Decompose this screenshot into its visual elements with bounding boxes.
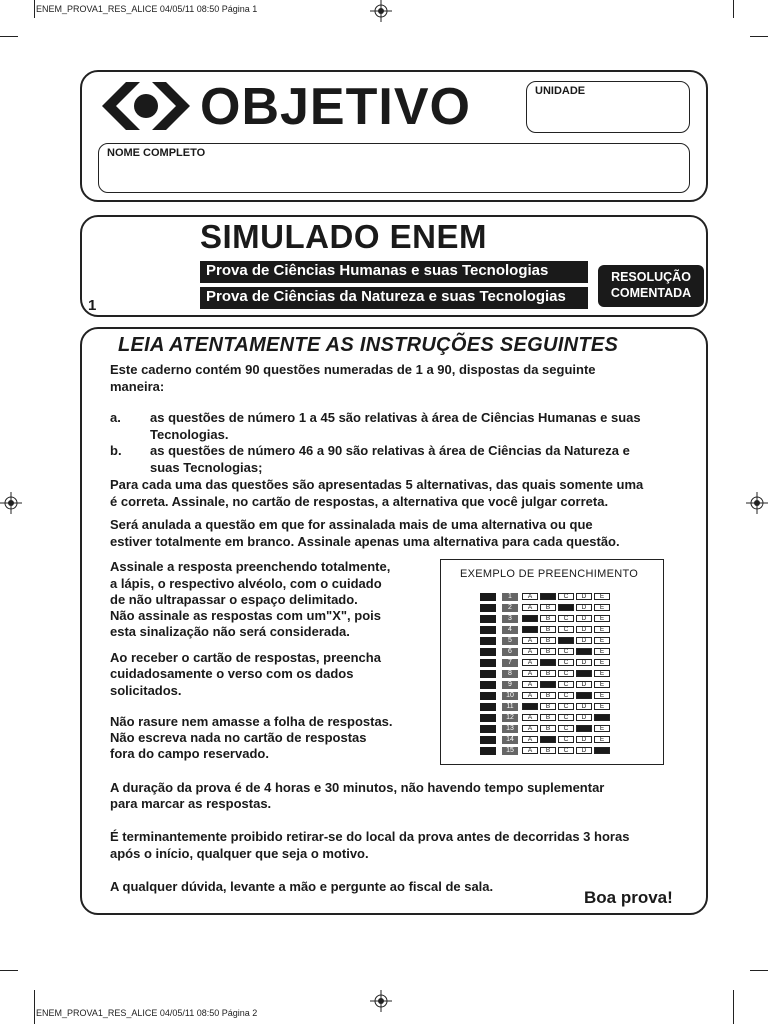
answer-bubble-b: B [540, 747, 556, 754]
answer-bubble-b: B [540, 648, 556, 655]
subject-band-humanas: Prova de Ciências Humanas e suas Tecnologias [200, 261, 588, 283]
question-number: 13 [502, 725, 518, 733]
question-number: 7 [502, 659, 518, 667]
timing-mark [480, 703, 496, 711]
example-answer-grid [480, 593, 630, 759]
objetivo-logo-icon [100, 78, 192, 134]
question-number: 10 [502, 692, 518, 700]
timing-mark [480, 714, 496, 722]
print-slug-top: ENEM_PROVA1_RES_ALICE 04/05/11 08:50 Página 1 [36, 4, 258, 14]
timing-mark [480, 725, 496, 733]
example-row [480, 659, 630, 667]
timing-mark [480, 692, 496, 700]
example-row [480, 593, 630, 601]
example-row [480, 626, 630, 634]
instruction-line: Não escreva nada no cartão de respostas [110, 730, 367, 745]
question-number: 3 [502, 615, 518, 623]
resolucao-comentada-badge [598, 265, 704, 307]
answer-bubble-d: D [576, 736, 592, 743]
timing-mark [480, 747, 496, 755]
example-row [480, 725, 630, 733]
unidade-field[interactable] [526, 81, 690, 133]
crop-mark [34, 990, 35, 1024]
answer-bubble-b [540, 659, 556, 666]
instruction-line: solicitados. [110, 683, 182, 698]
page-number: 1 [88, 297, 97, 314]
question-number: 11 [502, 703, 518, 711]
timing-mark [480, 648, 496, 656]
answer-bubble-e: E [594, 725, 610, 732]
answer-bubble-e: E [594, 670, 610, 677]
exam-title: SIMULADO ENEM [200, 218, 487, 255]
question-number: 4 [502, 626, 518, 634]
subject-band-natureza: Prova de Ciências da Natureza e suas Tecnologias [200, 287, 588, 309]
timing-mark [480, 615, 496, 623]
timing-mark [480, 681, 496, 689]
answer-bubble-c [558, 604, 574, 611]
instruction-line: a lápis, o respectivo alvéolo, com o cuidado [110, 576, 382, 591]
instruction-line: de não ultrapassar o espaço delimitado. [110, 592, 358, 607]
answer-bubble-c: C [558, 747, 574, 754]
answer-bubble-d: D [576, 681, 592, 688]
registration-mark-icon [370, 0, 392, 22]
answer-bubble-e: E [594, 703, 610, 710]
answer-bubble-a: A [522, 637, 538, 644]
answer-bubble-e: E [594, 604, 610, 611]
answer-bubble-c: C [558, 648, 574, 655]
answer-bubble-c: C [558, 626, 574, 633]
answer-bubble-c: C [558, 593, 574, 600]
badge-line-2: COMENTADA [610, 286, 692, 300]
intro-line: Este caderno contém 90 questões numeradas de 1 a 90, dispostas da seguinte [110, 362, 596, 377]
answer-bubble-b [540, 681, 556, 688]
answer-bubble-a: A [522, 681, 538, 688]
answer-bubble-e: E [594, 692, 610, 699]
question-number: 8 [502, 670, 518, 678]
timing-mark [480, 659, 496, 667]
instruction-line: Será anulada a questão em que for assinalada mais de uma alternativa ou que [110, 517, 593, 532]
answer-bubble-b: B [540, 692, 556, 699]
crop-mark [0, 36, 18, 37]
answer-bubble-d: D [576, 604, 592, 611]
answer-bubble-a: A [522, 648, 538, 655]
item-b-text: suas Tecnologias; [150, 460, 263, 475]
answer-bubble-a: A [522, 692, 538, 699]
answer-bubble-c: C [558, 703, 574, 710]
answer-bubble-e: E [594, 736, 610, 743]
answer-bubble-d: D [576, 626, 592, 633]
question-number: 15 [502, 747, 518, 755]
answer-bubble-c: C [558, 692, 574, 699]
unidade-label: UNIDADE [535, 85, 586, 97]
registration-mark-icon [370, 990, 392, 1012]
instructions-heading: LEIA ATENTAMENTE AS INSTRUÇÕES SEGUINTES [118, 334, 619, 356]
answer-bubble-d [576, 725, 592, 732]
example-row [480, 648, 630, 656]
print-slug-bottom: ENEM_PROVA1_RES_ALICE 04/05/11 08:50 Página 2 [36, 1008, 258, 1018]
instruction-line: estiver totalmente em branco. Assinale apenas uma alternativa para cada questão. [110, 534, 620, 549]
answer-bubble-e: E [594, 615, 610, 622]
instruction-line: para marcar as respostas. [110, 796, 272, 811]
instruction-line: É terminantemente proibido retirar-se do local da prova antes de decorridas 3 horas [110, 829, 630, 844]
answer-bubble-d: D [576, 747, 592, 754]
crop-mark [733, 990, 734, 1024]
instruction-line: Para cada uma das questões são apresentadas 5 alternativas, das quais somente uma [110, 477, 644, 492]
answer-bubble-a [522, 703, 538, 710]
question-number: 9 [502, 681, 518, 689]
answer-bubble-d: D [576, 659, 592, 666]
answer-bubble-b: B [540, 626, 556, 633]
answer-bubble-d [576, 648, 592, 655]
question-number: 1 [502, 593, 518, 601]
timing-mark [480, 736, 496, 744]
answer-bubble-b: B [540, 637, 556, 644]
answer-bubble-d: D [576, 703, 592, 710]
answer-bubble-d: D [576, 615, 592, 622]
crop-mark [750, 970, 768, 971]
instruction-line: Não rasure nem amasse a folha de respostas. [110, 714, 393, 729]
instruction-line: Ao receber o cartão de respostas, preencha [110, 650, 381, 665]
crop-mark [750, 36, 768, 37]
example-row [480, 615, 630, 623]
answer-bubble-d: D [576, 714, 592, 721]
instruction-line: fora do campo reservado. [110, 746, 269, 761]
example-row [480, 670, 630, 678]
answer-bubble-c: C [558, 736, 574, 743]
registration-mark-icon [0, 492, 22, 514]
answer-bubble-a: A [522, 604, 538, 611]
item-b-text: as questões de número 46 a 90 são relativas à área de Ciências da Natureza e [150, 443, 630, 458]
logo-wordmark: OBJETIVO [200, 78, 471, 136]
example-row [480, 703, 630, 711]
answer-bubble-e: E [594, 659, 610, 666]
timing-mark [480, 637, 496, 645]
answer-bubble-b [540, 736, 556, 743]
answer-bubble-e: E [594, 593, 610, 600]
answer-bubble-a: A [522, 714, 538, 721]
timing-mark [480, 593, 496, 601]
answer-bubble-a: A [522, 736, 538, 743]
answer-bubble-a: A [522, 593, 538, 600]
answer-bubble-a: A [522, 725, 538, 732]
registration-mark-icon [746, 492, 768, 514]
question-number: 14 [502, 736, 518, 744]
answer-bubble-b: B [540, 725, 556, 732]
answer-bubble-b: B [540, 703, 556, 710]
answer-bubble-b: B [540, 615, 556, 622]
item-a-text: Tecnologias. [150, 427, 229, 442]
timing-mark [480, 670, 496, 678]
question-number: 5 [502, 637, 518, 645]
answer-bubble-a: A [522, 670, 538, 677]
crop-mark [0, 970, 18, 971]
example-row [480, 714, 630, 722]
instruction-line: cuidadosamente o verso com os dados [110, 666, 354, 681]
instruction-line: esta sinalização não será considerada. [110, 624, 350, 639]
answer-bubble-d: D [576, 593, 592, 600]
example-row [480, 747, 630, 755]
nome-completo-label: NOME COMPLETO [107, 147, 206, 159]
timing-mark [480, 604, 496, 612]
answer-bubble-c: C [558, 714, 574, 721]
answer-bubble-a: A [522, 659, 538, 666]
answer-bubble-a [522, 615, 538, 622]
answer-bubble-d [576, 670, 592, 677]
answer-bubble-b: B [540, 670, 556, 677]
instruction-line: Assinale a resposta preenchendo totalmente, [110, 559, 391, 574]
answer-bubble-b: B [540, 604, 556, 611]
answer-bubble-d: D [576, 637, 592, 644]
answer-bubble-e: E [594, 648, 610, 655]
item-a-text: as questões de número 1 a 45 são relativas à área de Ciências Humanas e suas [150, 410, 641, 425]
instruction-line: é correta. Assinale, no cartão de respostas, a alternativa que você julgar correta. [110, 494, 609, 509]
example-row [480, 604, 630, 612]
intro-line: maneira: [110, 379, 165, 394]
answer-bubble-e: E [594, 681, 610, 688]
answer-bubble-c: C [558, 659, 574, 666]
answer-bubble-c: C [558, 725, 574, 732]
answer-bubble-e: E [594, 626, 610, 633]
question-number: 6 [502, 648, 518, 656]
example-row [480, 692, 630, 700]
example-row [480, 736, 630, 744]
instruction-line: após o início, qualquer que seja o motivo. [110, 846, 369, 861]
answer-bubble-b: B [540, 714, 556, 721]
answer-bubble-a: A [522, 747, 538, 754]
instruction-line: A qualquer dúvida, levante a mão e pergunte ao fiscal de sala. [110, 879, 494, 894]
timing-mark [480, 626, 496, 634]
item-a-marker: a. [110, 410, 121, 425]
example-title: EXEMPLO DE PREENCHIMENTO [460, 568, 639, 580]
crop-mark [34, 0, 35, 18]
question-number: 2 [502, 604, 518, 612]
answer-bubble-e [594, 747, 610, 754]
example-row [480, 681, 630, 689]
answer-bubble-c: C [558, 681, 574, 688]
question-number: 12 [502, 714, 518, 722]
nome-completo-field[interactable] [98, 143, 690, 193]
answer-bubble-e [594, 714, 610, 721]
instruction-line: Não assinale as respostas com um"X", pois [110, 608, 381, 623]
badge-line-1: RESOLUÇÃO [611, 270, 691, 284]
answer-bubble-e: E [594, 637, 610, 644]
closing-text: Boa prova! [584, 888, 673, 907]
crop-mark [733, 0, 734, 18]
answer-bubble-b [540, 593, 556, 600]
answer-bubble-c [558, 637, 574, 644]
answer-bubble-a [522, 626, 538, 633]
answer-bubble-c: C [558, 615, 574, 622]
instruction-line: A duração da prova é de 4 horas e 30 minutos, não havendo tempo suplementar [110, 780, 605, 795]
answer-bubble-c: C [558, 670, 574, 677]
answer-bubble-d [576, 692, 592, 699]
example-row [480, 637, 630, 645]
item-b-marker: b. [110, 443, 122, 458]
